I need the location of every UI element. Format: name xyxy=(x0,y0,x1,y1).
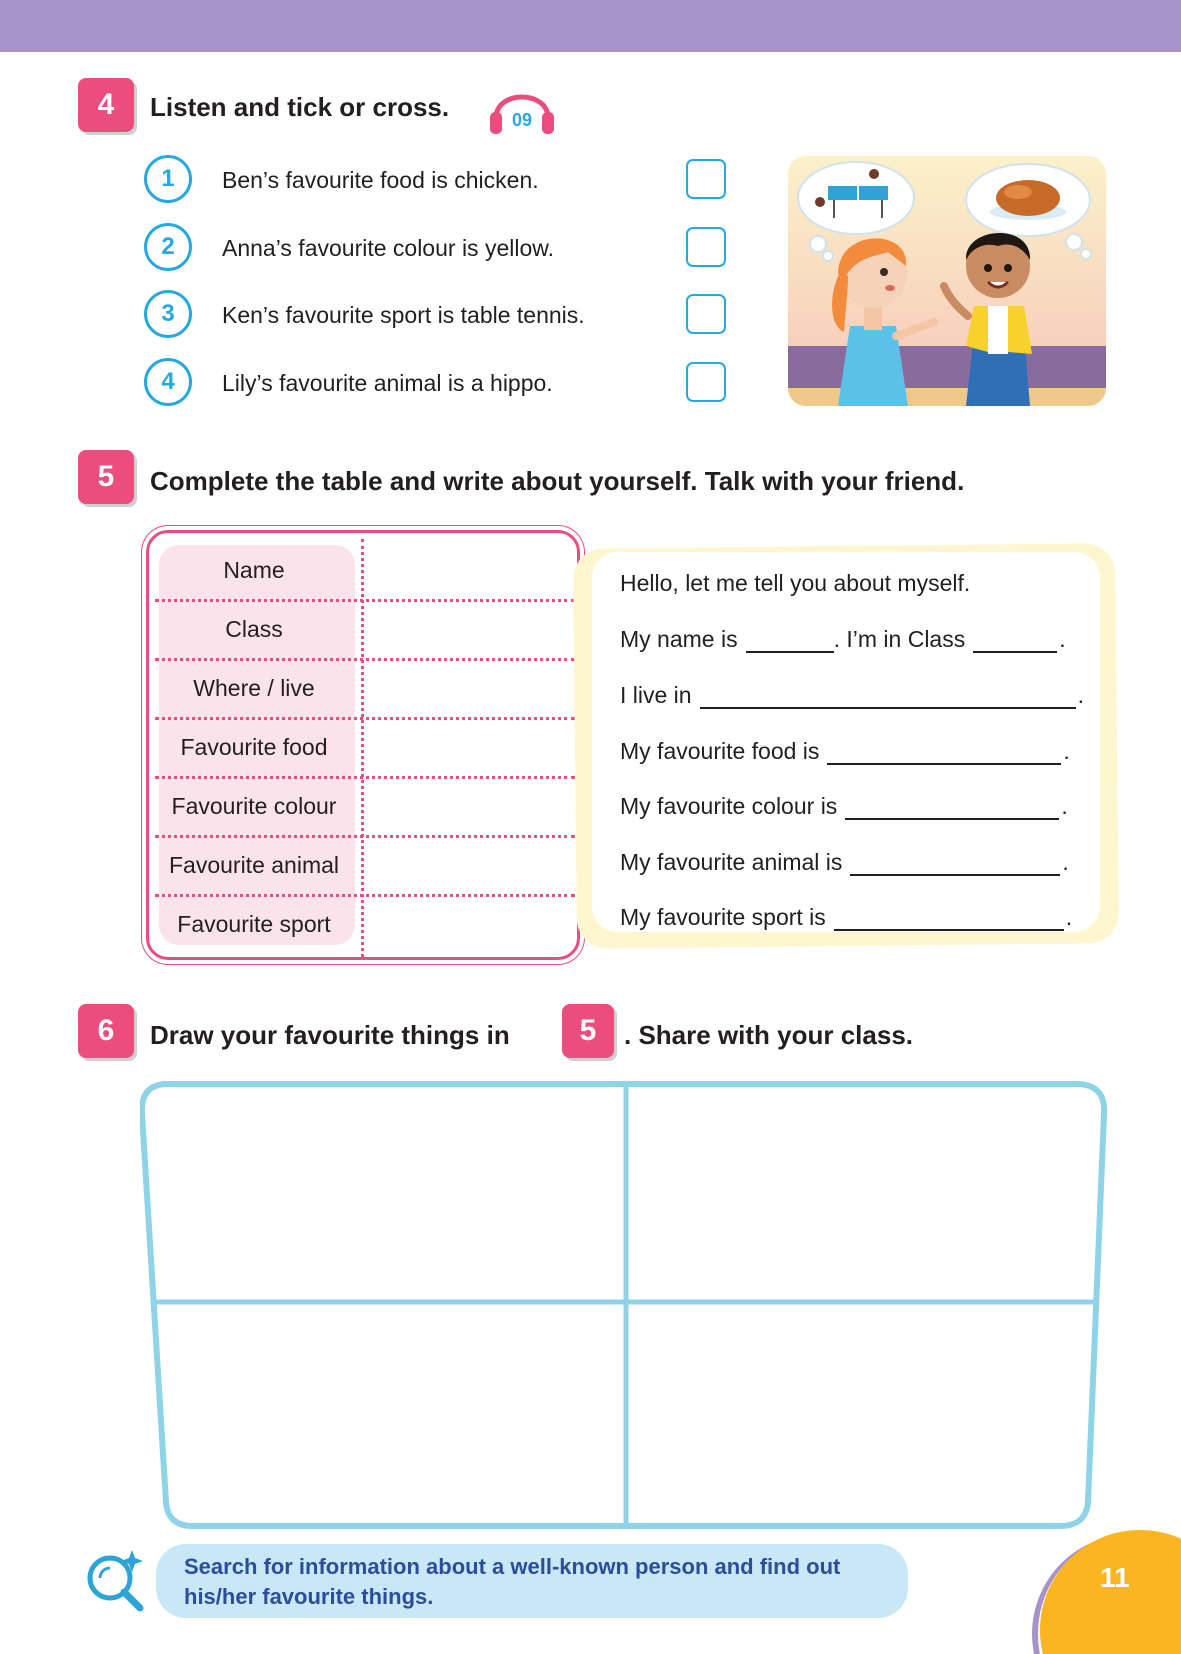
name-blank[interactable] xyxy=(746,633,834,653)
item-4-number: 4 xyxy=(144,358,192,406)
table-row-label: Favourite colour xyxy=(171,793,337,819)
exercise-5-title: Complete the table and write about yourself. Talk with your friend. xyxy=(150,466,965,496)
exercise-4-number: 4 xyxy=(78,78,134,132)
table-row xyxy=(149,836,579,895)
line-end-period: . xyxy=(1065,904,1073,930)
exercise-6-number: 6 xyxy=(78,1004,134,1058)
exercise-6-title-part2: . Share with your class. xyxy=(624,1020,913,1050)
line-end-period: . xyxy=(1061,793,1068,819)
item-4-text: Lily’s favourite animal is a hippo. xyxy=(222,370,553,396)
exercise-6-title-part1: Draw your favourite things in xyxy=(150,1020,510,1050)
item-3-tick-box[interactable] xyxy=(686,294,726,334)
table-row-label: Favourite food xyxy=(180,734,328,760)
animal-prefix: My favourite animal is xyxy=(620,849,843,875)
table-row xyxy=(149,541,579,600)
exercise-5-reference-badge: 5 xyxy=(562,1004,614,1058)
table-row-label: Class xyxy=(225,616,283,642)
line-end-period: . xyxy=(1063,738,1070,764)
page-number: 11 xyxy=(1100,1562,1130,1593)
item-3-number: 3 xyxy=(144,290,192,338)
item-2-text: Anna’s favourite colour is yellow. xyxy=(222,235,554,261)
item-4-tick-box[interactable] xyxy=(686,362,726,402)
table-row-label: Name xyxy=(223,557,285,583)
live-blank[interactable] xyxy=(700,689,1076,709)
writing-line-sport xyxy=(620,904,1072,931)
writing-line-animal xyxy=(620,849,1069,876)
writing-line-food xyxy=(620,738,1070,765)
table-row xyxy=(149,718,579,777)
table-row xyxy=(149,895,579,954)
item-1-text: Ben’s favourite food is chicken. xyxy=(222,167,539,193)
sport-blank[interactable] xyxy=(834,911,1064,931)
exercise-5-number: 5 xyxy=(78,450,134,504)
intro-text: Hello, let me tell you about myself. xyxy=(620,570,971,596)
colour-prefix: My favourite colour is xyxy=(620,793,838,819)
item-2-tick-box[interactable] xyxy=(686,227,726,267)
top-banner xyxy=(0,0,1181,52)
search-sparkle-icon xyxy=(82,1544,154,1616)
food-prefix: My favourite food is xyxy=(620,738,820,764)
table-row-label: Favourite sport xyxy=(177,911,331,937)
track-number: 09 xyxy=(511,110,533,130)
writing-line-name-class xyxy=(620,626,1066,653)
animal-blank[interactable] xyxy=(850,856,1060,876)
colour-blank[interactable] xyxy=(845,800,1059,820)
writing-line-colour xyxy=(620,793,1068,820)
live-prefix: I live in xyxy=(620,682,692,708)
line-end-period: . xyxy=(1059,626,1066,652)
sport-prefix: My favourite sport is xyxy=(620,904,826,930)
children-talking-illustration xyxy=(788,156,1106,406)
table-row xyxy=(149,659,579,718)
item-1-number: 1 xyxy=(144,155,192,203)
table-row xyxy=(149,600,579,659)
writing-line-live xyxy=(620,682,1084,709)
personal-info-table xyxy=(146,530,580,960)
exercise-4-title: Listen and tick or cross. xyxy=(150,92,450,122)
line-end-period: . xyxy=(1077,682,1084,708)
line-end-period: . xyxy=(1062,849,1069,875)
table-row-label: Favourite animal xyxy=(168,852,340,878)
name-prefix: My name is xyxy=(620,626,738,652)
writing-intro xyxy=(620,570,970,597)
table-row-label: Where / live xyxy=(193,675,315,701)
class-blank[interactable] xyxy=(973,633,1057,653)
food-blank[interactable] xyxy=(827,745,1061,765)
item-3-text: Ken’s favourite sport is table tennis. xyxy=(222,302,585,328)
item-1-tick-box[interactable] xyxy=(686,159,726,199)
drawing-frame-border xyxy=(142,1084,1104,1526)
class-prefix: . I’m in Class xyxy=(833,626,966,652)
research-tip-text: Search for information about a well-known person and find out his/her favourite things. xyxy=(184,1554,841,1609)
item-2-number: 2 xyxy=(144,223,192,271)
table-row xyxy=(149,777,579,836)
drawing-frame[interactable] xyxy=(140,1080,1110,1530)
headphones-audio-icon[interactable] xyxy=(488,78,556,136)
